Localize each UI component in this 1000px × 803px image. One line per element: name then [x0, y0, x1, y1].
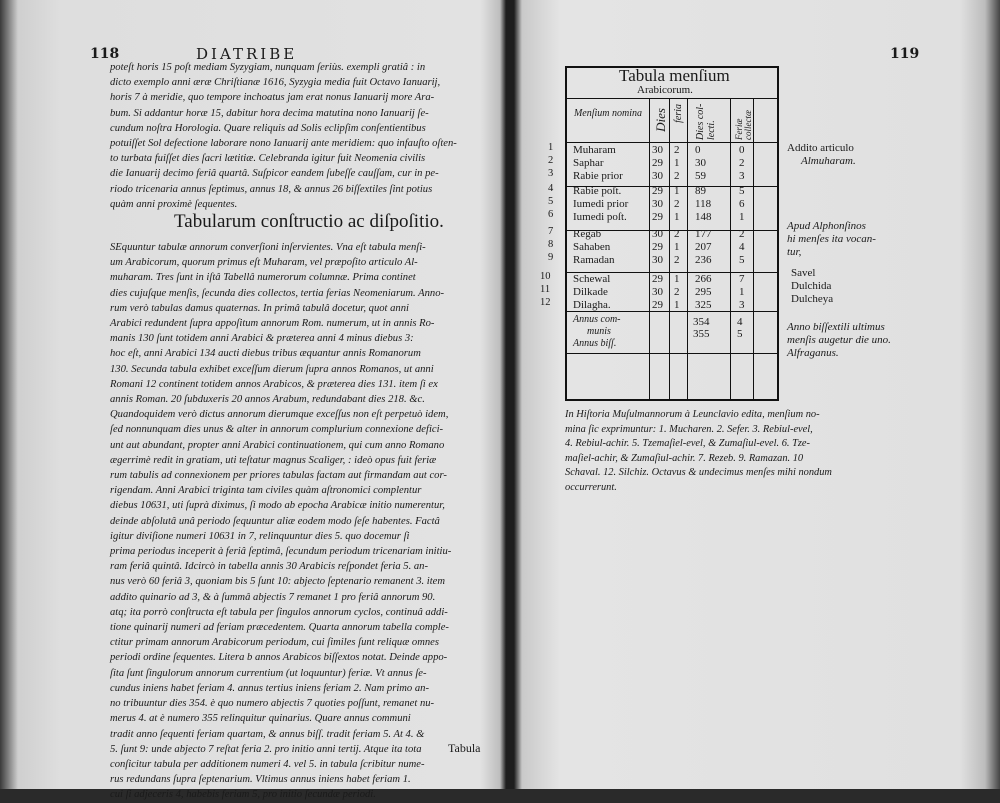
- col-head-month: Menſium nomina: [573, 108, 643, 119]
- month-table: [565, 66, 779, 401]
- cell-feriae: 5: [739, 254, 745, 266]
- text-line: mina ſic exprimuntur: 1. Mucharen. 2. Sefer. 3. Rebiul-evel,: [565, 423, 813, 435]
- table-title: Tabula menſium: [619, 66, 730, 85]
- cell-feria: 1: [674, 185, 680, 197]
- running-head: DIATRIBE: [196, 45, 298, 63]
- text-line: cundum noſtra Horologia. Quare reliquis ad Solis eclipſim conſentientibus: [110, 122, 426, 134]
- catchword: Tabula: [448, 741, 481, 755]
- note-line: Dulchida: [791, 280, 832, 292]
- cell-dies: 29: [652, 157, 663, 169]
- annus-feriae: [737, 316, 743, 340]
- cell-feriae: 4: [739, 241, 745, 253]
- section-heading: Tabularum conſtructio ac diſpoſitio.: [174, 211, 444, 232]
- text-line: 130. Secunda tabula exhibet exceſſum dierum ſupra annos Romanos, ut anni: [110, 363, 434, 375]
- cell-dies: 30: [652, 144, 663, 156]
- margin-note-alphonsinos: [787, 220, 876, 259]
- cell-feriae: 5: [739, 185, 745, 197]
- text-line: rum tabulis ad connexionem per priores tabulas factam aut firmandam aut cor-: [110, 470, 447, 482]
- note-line: Apud Alphonſinos: [787, 220, 866, 232]
- text-line: ſita ſunt ſingulorum annorum currentium (ut loquuntur) feriæ. Vt annus ſe-: [110, 667, 427, 679]
- cell-feria: 2: [674, 144, 680, 156]
- annus-label-line: Annus biſſ.: [573, 338, 617, 349]
- cell-name: Rabie poſt.: [573, 185, 622, 197]
- text-line: occurrerunt.: [565, 481, 617, 493]
- text-line: die Ianuarij decimo feriâ quartâ. Suſpicor eandem ſubeſſe cauſſam, cur in pe-: [110, 168, 439, 180]
- row-number: 7: [548, 226, 554, 237]
- text-line: annis Roman. 20 ſubduxeris 20 annos Arabum, redundabant dies 218. &c.: [110, 394, 425, 406]
- cell-name: Saphar: [573, 157, 604, 169]
- col-head-collecti: Dies col- lecti.: [695, 103, 717, 140]
- cell-name: Sahaben: [573, 241, 611, 253]
- cell-feria: 1: [674, 273, 680, 285]
- note-line: tur,: [787, 246, 802, 258]
- cell-feria: 2: [674, 198, 680, 210]
- table-rule: [730, 98, 731, 399]
- cell-feriae: 6: [739, 198, 745, 210]
- text-line: Arabici redundent ſupra appoſitum annorum Rom. numerum, ut in annis Ro-: [110, 318, 435, 330]
- cell-feria: 2: [674, 228, 680, 240]
- table-rule: [567, 311, 777, 312]
- annus-collecti-value: 354: [693, 316, 710, 328]
- footnote-paragraph: [565, 408, 895, 495]
- row-number: 8: [548, 239, 554, 250]
- text-line: ſed nonnunquam dies unus & alter in annorum complurium connexione defici-: [110, 424, 444, 436]
- text-line: manis 130 ſunt totidem anni Arabici & præterea anni 4 minus diebus 3:: [110, 333, 414, 345]
- text-line: 5. ſunt 9: unde abjecto 7 reſtat feria 2. pro initio anni tertij. Atque ita tota: [110, 743, 422, 755]
- right-folio: 119: [890, 46, 920, 62]
- cell-dies: 29: [652, 299, 663, 311]
- cell-dies: 29: [652, 211, 663, 223]
- annus-label: [573, 314, 621, 350]
- text-line: Quandoquidem verò dictus annorum dierumque exceſſus non eſt perpetuò idem,: [110, 409, 449, 421]
- note-line: Addito articulo: [787, 142, 854, 154]
- cell-name: Dilkade: [573, 286, 608, 298]
- text-line: cui ſi adjeceris 4, habebis feriam 5, pro initio ſecundæ periodi.: [110, 789, 376, 801]
- note-line: Alfraganus.: [787, 347, 839, 359]
- row-number: 4: [548, 183, 554, 194]
- row-number: 10: [540, 271, 551, 282]
- text-line: rum verò tabulas damus quaternas. In primâ tabulâ docetur, quot anni: [110, 302, 409, 314]
- text-line: nus verò 60 feriâ 3, quoniam bis 5 ſunt 10: abjecto ſeptenario remanent 3. item: [110, 576, 446, 588]
- cell-feriae: 3: [739, 299, 745, 311]
- cell-collecti: 59: [695, 170, 706, 182]
- cell-collecti: 325: [695, 299, 712, 311]
- annus-feriae-value: 4: [737, 316, 743, 328]
- col-head-feriae: Feriæ collectæ: [734, 110, 753, 140]
- cell-name: Muharam: [573, 144, 616, 156]
- cell-feria: 1: [674, 241, 680, 253]
- cell-feria: 2: [674, 254, 680, 266]
- top-paragraph: [110, 60, 482, 212]
- text-line: Romani 12 continent totidem annos Arabicos, & præterea dies 131. item ſi ex: [110, 378, 438, 390]
- cell-name: Schewal: [573, 273, 611, 285]
- row-number: 11: [540, 284, 551, 295]
- cell-name: Rabie prior: [573, 170, 623, 182]
- row-number: 12: [540, 297, 551, 308]
- cell-feriae: 1: [739, 211, 745, 223]
- annus-label-line: munis: [587, 326, 611, 337]
- text-line: to turbata fuiſſet dies ſacri lætitiæ. Celebranda igitur fuit Neomenia civilis: [110, 153, 426, 165]
- text-line: cundus iniens habet feriam 4. annus tertius iniens feriam 2. Nam primo an-: [110, 682, 429, 694]
- annus-feriae-value: 5: [737, 328, 743, 340]
- text-line: hoc eſt, anni Arabici 134 aucti diebus tribus æquantur annis Romanorum: [110, 348, 421, 360]
- cell-collecti: 118: [695, 198, 712, 210]
- cell-dies: 29: [652, 273, 663, 285]
- cell-collecti: 177: [695, 228, 712, 240]
- text-line: 4. Rebiul-achir. 5. Tzemaſiel-evel, & Zumaſiul-evel. 6. Tze-: [565, 438, 810, 449]
- annus-collecti: [693, 316, 710, 340]
- cell-dies: 30: [652, 170, 663, 182]
- cell-collecti: 266: [695, 273, 712, 285]
- cell-feriae: 7: [739, 273, 745, 285]
- left-folio: 118: [90, 46, 120, 62]
- text-line: riodo tricenaria annus ſeptimus, annus 18, & annus 26 biſſextiles ſint potius: [110, 183, 433, 195]
- annus-label-line: Annus com-: [573, 314, 621, 325]
- text-line: prima periodus inceperit à feriâ ſeptimâ, ſecundum periodum tricenariam initiu-: [110, 546, 452, 558]
- cell-name: Ramadan: [573, 254, 615, 266]
- cell-dies: 30: [652, 198, 663, 210]
- text-line: rus redundans ſupra ſeptenarium. Vltimus annus iniens habet feriam 1.: [110, 774, 411, 786]
- cell-feriae: 2: [739, 157, 745, 169]
- table-rule: [753, 98, 754, 399]
- text-line: dies cujuſque menſis, ſecunda dies collectos, tertia ferias Neomeniarum. Anno-: [110, 287, 445, 299]
- cell-collecti: 30: [695, 157, 706, 169]
- row-number: 1: [548, 142, 554, 153]
- cell-collecti: 0: [695, 144, 701, 156]
- cell-name: Iumedi poſt.: [573, 211, 627, 223]
- text-line: ægerrimè redit in gratiam, uti teſtatur magnus Scaliger, : ideò opus fuit feriæ: [110, 454, 437, 466]
- text-line: atq; ita porrò conſtructa eſt tabula per ſingulos annorum cyclos, continuâ addi-: [110, 606, 448, 618]
- text-line: In Hiſtoria Muſulmannorum à Leunclavio edita, menſium no-: [565, 409, 820, 420]
- row-number: 3: [548, 168, 554, 179]
- note-line: Savel: [791, 267, 816, 279]
- cell-feria: 2: [674, 170, 680, 182]
- text-line: ram feriâ quintâ. Idcircò in tabella annis 30 Arabicis reſpondet feria 5. an-: [110, 561, 428, 573]
- text-line: addito quinario ad 3, & à ſummâ abjectis 7 remanet 1 pro feriâ annorum 90.: [110, 591, 436, 603]
- table-rule: [649, 98, 650, 399]
- cell-collecti: 207: [695, 241, 712, 253]
- cell-feria: 1: [674, 299, 680, 311]
- cell-collecti: 148: [695, 211, 712, 223]
- text-line: potuiſſet Sol defectione laborare nono Ianuarij ante meridiem: quo infauſto oſten-: [110, 138, 457, 150]
- left-page: [0, 0, 500, 801]
- text-line: unt aut abundant, propter anni Arabici continuationem, qui cum anno Romano: [110, 439, 445, 451]
- note-line: Anno biſſextili ultimus: [787, 321, 885, 333]
- text-line: Schaval. 12. Silchiz. Octavus & undecimus menſes mihi nondum: [565, 467, 832, 478]
- text-line: muharam. Tres ſunt in iſtâ Tabellâ numerorum columnæ. Prima continet: [110, 272, 416, 284]
- margin-note-bissextili: [787, 321, 891, 360]
- cell-feriae: 1: [739, 286, 745, 298]
- text-line: deinde abſolutâ unâ periodo ſequuntur aliæ eodem modo ſeſe habentes. Factâ: [110, 515, 440, 527]
- text-line: quàm anni proximè ſequentes.: [110, 198, 238, 210]
- row-number: 9: [548, 252, 554, 263]
- col-head-dies: Dies: [653, 108, 668, 132]
- cell-dies: 29: [652, 241, 663, 253]
- table-subtitle: Arabicorum.: [637, 84, 693, 96]
- note-line: Dulcheya: [791, 293, 834, 305]
- cell-dies: 30: [652, 254, 663, 266]
- text-line: bum. Si addantur horæ 15, dabitur hora decima matutina nono Ianuarij ſe-: [110, 107, 429, 119]
- table-rule: [567, 142, 777, 143]
- right-page: [515, 0, 1000, 789]
- cell-feria: 2: [674, 286, 680, 298]
- text-line: no tribuuntur dies 354. è quo numero abjectis 7 quoties poſſunt, remanet nu-: [110, 698, 435, 710]
- text-line: tradit anno ſequenti feriam quartam, & annus biſſ. tradit feriam 5. At 4. &: [110, 728, 425, 740]
- text-line: diebus 10631, uti ſuprà diximus, ſi modo ab epocha Arabicæ initio numerentur,: [110, 500, 445, 512]
- note-line: Almuharam.: [801, 155, 856, 167]
- text-line: periodi ordine ſequentes. Litera b annos Arabicos biſſextos notat. Deinde appo-: [110, 652, 448, 664]
- row-number: 5: [548, 196, 554, 207]
- cell-name: Regab: [573, 228, 602, 240]
- cell-dies: 30: [652, 286, 663, 298]
- note-line: menſis augetur die uno.: [787, 334, 891, 346]
- row-number: 2: [548, 155, 554, 166]
- cell-feriae: 0: [739, 144, 745, 156]
- table-rule: [669, 98, 670, 399]
- margin-note-names: [791, 267, 833, 306]
- text-line: maſiel-achir, & Zumaſiul-achir. 7. Rezeb. 9. Ramazan. 10: [565, 452, 804, 464]
- text-line: igitur diviſione numeri 10631 in 7, relinquuntur dies 5. quo docemur ſi: [110, 530, 410, 542]
- text-line: um Arabicorum, quorum primus eſt Muharam, vel præpoſito articulo Al-: [110, 257, 418, 269]
- cell-dies: 29: [652, 185, 663, 197]
- text-line: conſicitur tabula per additionem numeri 4. vel 5. in tabula ſcribitur nume-: [110, 758, 425, 770]
- row-number: 6: [548, 209, 554, 220]
- cell-name: Dilagha.: [573, 299, 611, 311]
- text-line: tione quinarij numeri ad feriam præcedentem. Quarta annorum tabella comple-: [110, 622, 449, 634]
- table-rule: [567, 353, 777, 354]
- cell-feria: 1: [674, 157, 680, 169]
- note-line: hi menſes ita vocan-: [787, 233, 876, 245]
- text-line: poteſt horis 15 poſt mediam Syzygiam, nunquam ſeriùs. exempli gratiâ : in: [110, 62, 426, 73]
- cell-feria: 1: [674, 211, 680, 223]
- cell-collecti: 295: [695, 286, 712, 298]
- body-paragraph: [110, 240, 482, 803]
- table-rule: [687, 98, 688, 399]
- cell-collecti: 236: [695, 254, 712, 266]
- table-rule: [567, 98, 777, 99]
- text-line: merus 4. at è numero 355 relinquitur quinarius. Quare annus communi: [110, 713, 411, 725]
- cell-collecti: 89: [695, 185, 706, 197]
- text-line: dicto exemplo anni æræ Chriſtianæ 1616, Syzygia media fuit Octavo Ianuarij,: [110, 77, 441, 89]
- cell-feriae: 3: [739, 170, 745, 182]
- text-line: ctitur primam annorum Arabicorum periodum, cui ſimiles ſunt reliquæ omnes: [110, 637, 439, 649]
- cell-feriae: 2: [739, 228, 745, 240]
- text-line: rigendam. Anni Arabici triginta tam civiles quàm aſtronomici complentur: [110, 485, 422, 497]
- text-line: horis 7 à meridie, quo tempore inchoatus jam erat nonus Ianuarij more Ara-: [110, 92, 435, 104]
- cell-name: Iumedi prior: [573, 198, 629, 210]
- cell-dies: 30: [652, 228, 663, 240]
- annus-collecti-value: 355: [693, 328, 710, 340]
- margin-note-almuharam: [787, 142, 856, 168]
- col-head-feria: feria: [673, 104, 684, 123]
- text-line: SEquuntur tabulæ annorum converſioni inſervientes. Vna eſt tabula menſi-: [110, 242, 426, 253]
